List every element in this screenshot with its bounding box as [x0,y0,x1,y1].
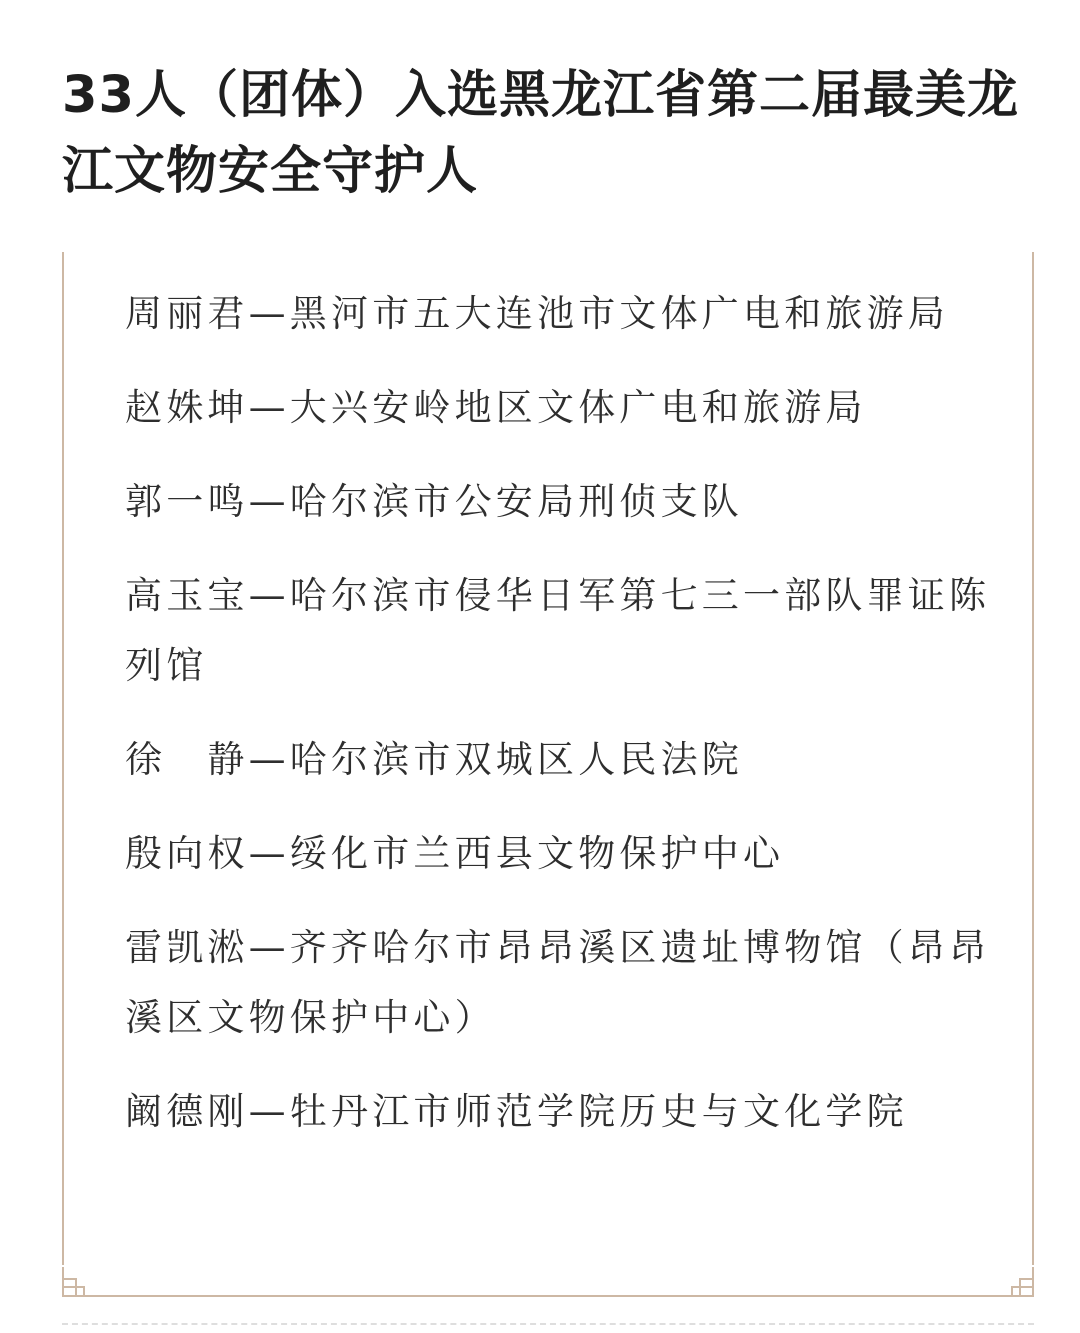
list-item: 殷向权—绥化市兰西县文物保护中心 [125,832,785,875]
list-item: 赵姝坤—大兴安岭地区文体广电和旅游局 [125,386,867,429]
frame-bottom-border [62,1295,1034,1297]
list-item: 阚德刚—牡丹江市师范学院历史与文化学院 [125,1090,908,1133]
frame-left-border [62,252,64,1265]
list-item: 郭一鸣—哈尔滨市公安局刑侦支队 [125,480,743,523]
corner-ornament-right-icon [1004,1267,1034,1297]
list-item: 周丽君—黑河市五大连池市文体广电和旅游局 [125,292,949,335]
list-item: 雷凯淞—齐齐哈尔市昂昂溪区遗址博物馆（昂昂溪区文物保护中心） [125,926,991,1039]
honoree-list [125,279,995,1171]
dashed-divider [62,1323,1034,1325]
article-title: 33人（团体）入选黑龙江省第二届最美龙江文物安全守护人 [62,66,1019,201]
corner-ornament-left-icon [62,1267,92,1297]
list-item: 高玉宝—哈尔滨市侵华日军第七三一部队罪证陈列馆 [125,574,991,687]
frame-right-border [1032,252,1034,1265]
list-item: 徐 静—哈尔滨市双城区人民法院 [125,738,743,781]
